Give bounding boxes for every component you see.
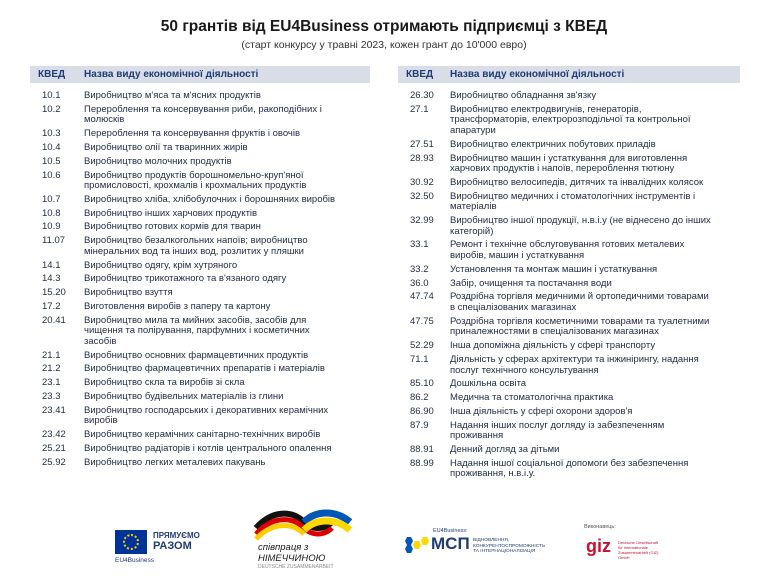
column-header-name: Назва виду економічної діяльності xyxy=(450,69,625,80)
table-row xyxy=(398,341,740,352)
kved-code: 21.2 xyxy=(42,363,61,375)
table-row xyxy=(398,459,740,480)
activity-name-line: Перероблення та консервування фруктів і овочів xyxy=(84,128,301,140)
kved-code: 71.1 xyxy=(410,353,429,365)
kved-code: 10.1 xyxy=(42,90,61,101)
table-row xyxy=(30,143,370,154)
activity-name xyxy=(84,274,370,285)
activity-name xyxy=(450,140,740,151)
table-row xyxy=(398,192,740,213)
activity-name-line: Виробництво олії та тваринних жирів xyxy=(84,141,248,153)
activity-name-line: Виробництво машин і устаткування для виготовлення xyxy=(450,152,688,164)
kved-table-right xyxy=(398,66,740,483)
kved-code: 20.41 xyxy=(42,314,66,326)
activity-name-line: Роздрібна торгівля косметичними товарами та туалетними xyxy=(450,315,710,327)
activity-name-line: Виробництво інших харчових продуктів xyxy=(84,207,258,219)
activity-name xyxy=(450,407,740,418)
activity-name xyxy=(84,378,370,389)
table-row xyxy=(30,406,370,427)
table-row xyxy=(398,292,740,313)
activity-name-line: Виробництво електричних побутових приладів xyxy=(450,138,656,150)
eu4business-label: EU4Business xyxy=(115,557,155,564)
table-row xyxy=(30,195,370,206)
activity-name-line: мінеральних вод та інших вод, розлитих у пляшки xyxy=(84,245,304,257)
giz-description: Deutsche Gesellschaft für Internationale Zusammenarbeit (GIZ) GmbH xyxy=(618,540,659,560)
page-subtitle: (старт конкурсу у травні 2023, кожен грант до 10'000 евро) xyxy=(241,39,527,51)
activity-name xyxy=(450,292,740,313)
kved-code: 47.75 xyxy=(410,315,434,327)
activity-name xyxy=(84,91,370,102)
kved-code: 52.29 xyxy=(410,340,434,352)
activity-name xyxy=(450,265,740,276)
activity-name-line: Виробництво велосипедів, дитячих та інвалідних колясок xyxy=(450,176,704,188)
activity-name xyxy=(84,171,370,192)
table-row xyxy=(398,91,740,102)
activity-name-line: в спеціалізованих магазинах xyxy=(450,301,577,313)
kved-code: 10.6 xyxy=(42,169,61,181)
activity-name-line: Виробництво будівельних матеріалів із глини xyxy=(84,391,284,403)
activity-name xyxy=(450,379,740,390)
activity-name-line: Виробництво мила та мийних засобів, засобів для xyxy=(84,314,307,326)
kved-code: 25.21 xyxy=(42,442,66,454)
kved-code: 10.2 xyxy=(42,103,61,115)
hexagon-cluster-icon xyxy=(403,537,429,553)
activity-name-line: Виробництво обладнання зв'язку xyxy=(450,90,597,101)
table-row xyxy=(30,129,370,140)
activity-name xyxy=(450,279,740,290)
activity-name xyxy=(450,192,740,213)
activity-name-line: Виробництво іншої продукції, н.в.і.у (не віднесено до інших xyxy=(450,215,711,227)
table-row xyxy=(398,407,740,418)
activity-name-line: Роздрібна торгівля медичними й ортопедичними товарами xyxy=(450,291,709,303)
activity-name-line: апаратури xyxy=(450,124,496,136)
header xyxy=(0,18,768,51)
activity-name xyxy=(84,143,370,154)
activity-name xyxy=(84,195,370,206)
activity-name-line: Виробництво радіаторів і котлів центрального опалення xyxy=(84,442,332,454)
activity-name xyxy=(450,355,740,376)
activity-name xyxy=(450,216,740,237)
activity-name-line: чищення та полірування, парфумних і косметичних xyxy=(84,325,310,337)
kved-code: 10.4 xyxy=(42,141,61,153)
activity-name xyxy=(84,302,370,313)
activity-name xyxy=(84,236,370,257)
table-row xyxy=(398,154,740,175)
msp-small-label: EU4Business: xyxy=(433,528,468,534)
giz-small-label: Виконавець: xyxy=(584,524,616,530)
activity-name xyxy=(450,445,740,456)
kved-code: 32.99 xyxy=(410,215,434,227)
table-row xyxy=(398,355,740,376)
table-row xyxy=(398,140,740,151)
table-row xyxy=(30,392,370,403)
kved-code: 21.1 xyxy=(42,349,61,361)
eu-flag-icon xyxy=(115,530,147,554)
table-row xyxy=(30,236,370,257)
activity-name-line: Виробництво електродвигунів, генераторів, xyxy=(450,103,642,115)
table-row xyxy=(30,351,370,362)
germany-line1: співпраця з xyxy=(258,542,309,553)
activity-name-line: молюсків xyxy=(84,114,125,126)
germany-cooperation-logo xyxy=(252,506,362,570)
activity-name xyxy=(450,105,740,137)
activity-name xyxy=(450,317,740,338)
table-row xyxy=(30,222,370,233)
column-header-code: КВЕД xyxy=(38,69,66,80)
activity-name-line: Виробництво готових кормів для тварин xyxy=(84,221,261,233)
activity-name-line: Діяльність у сферах архітектури та інжинірингу, надання xyxy=(450,353,699,365)
kved-code: 28.93 xyxy=(410,152,434,164)
page-title: 50 грантів від EU4Business отримають підприємці з КВЕД xyxy=(160,18,608,35)
table-row xyxy=(398,240,740,261)
kved-code: 10.8 xyxy=(42,207,61,219)
kved-code: 85.10 xyxy=(410,378,434,390)
kved-code: 47.74 xyxy=(410,291,434,303)
activity-name xyxy=(450,154,740,175)
table-row xyxy=(398,105,740,137)
table-row xyxy=(30,91,370,102)
activity-name-line: засобів xyxy=(84,335,117,347)
activity-name-line: виробів, машин і устаткування xyxy=(450,250,585,262)
kved-code: 87.9 xyxy=(410,419,429,431)
kved-code: 27.51 xyxy=(410,138,434,150)
activity-name-line: Надання іншої соціальної допомоги без забезпечення xyxy=(450,457,689,469)
table-row xyxy=(30,444,370,455)
activity-name-line: промисловості, крохмалів і крохмальних продуктів xyxy=(84,180,307,192)
table-header xyxy=(30,66,370,83)
table-row xyxy=(30,171,370,192)
activity-name xyxy=(84,288,370,299)
eu-slogan-line1: ПРЯМУЄМО xyxy=(153,531,200,540)
activity-name-line: Виробництво молочних продуктів xyxy=(84,155,232,167)
activity-name-line: Ремонт і технічне обслуговування готових металевих xyxy=(450,239,685,251)
activity-name-line: трансформаторів, електророзподільчої та контрольної xyxy=(450,114,691,126)
kved-code: 36.0 xyxy=(410,277,429,289)
table-row xyxy=(398,265,740,276)
activity-name-line: Виробництво основних фармацевтичних продуктів xyxy=(84,349,309,361)
kved-code: 14.1 xyxy=(42,259,61,271)
table-row xyxy=(398,393,740,404)
eu4business-logo xyxy=(115,530,200,564)
kved-code: 25.92 xyxy=(42,456,66,468)
activity-name-line: Виробництво взуття xyxy=(84,287,173,299)
activity-name-line: харчових продуктів і напоїв, перероблення тютюну xyxy=(450,163,675,175)
kved-code: 33.2 xyxy=(410,263,429,275)
activity-name-line: Денний догляд за дітьми xyxy=(450,444,560,455)
msp-description: ВІДНОВЛЕННЯ, КОНКУРЕНТОСПРОМОЖНІСТЬ ТА ІНТЕРНАЦІОНАЛІЗАЦІЯ xyxy=(473,538,546,555)
kved-table-left xyxy=(30,66,370,472)
kved-code: 23.3 xyxy=(42,391,61,403)
activity-name-line: Виробництво продуктів борошномельно-круп'яної xyxy=(84,169,304,181)
activity-name-line: Виробництво керамічних санітарно-технічних виробів xyxy=(84,429,321,441)
table-row xyxy=(30,316,370,348)
activity-name-line: Виготовлення виробів з паперу та картону xyxy=(84,300,271,312)
activity-name-line: Виробництво одягу, крім хутряного xyxy=(84,259,238,271)
table-row xyxy=(30,458,370,469)
table-row xyxy=(30,302,370,313)
activity-name-line: Перероблення та консервування риби, ракоподібних і xyxy=(84,103,322,115)
footer-logos xyxy=(0,500,768,576)
activity-name-line: Надання інших послуг догляду із забезпеченням xyxy=(450,419,665,431)
activity-name-line: матеріалів xyxy=(450,201,497,213)
activity-name xyxy=(84,430,370,441)
table-row xyxy=(398,216,740,237)
kved-code: 10.9 xyxy=(42,221,61,233)
kved-code: 26.30 xyxy=(410,90,434,101)
table-row xyxy=(30,157,370,168)
activity-name-line: Виробництво трикотажного та в'язаного одягу xyxy=(84,273,287,285)
kved-code: 27.1 xyxy=(410,103,429,115)
kved-code: 17.2 xyxy=(42,300,61,312)
activity-name xyxy=(450,421,740,442)
kved-code: 23.1 xyxy=(42,377,61,389)
kved-code: 30.92 xyxy=(410,176,434,188)
table-row xyxy=(398,279,740,290)
table-row xyxy=(30,430,370,441)
activity-name xyxy=(450,393,740,404)
table-row xyxy=(30,209,370,220)
kved-code: 10.5 xyxy=(42,155,61,167)
table-row xyxy=(30,105,370,126)
activity-name xyxy=(450,178,740,189)
table-rows xyxy=(30,91,370,468)
activity-name-line: категорій) xyxy=(450,225,494,237)
column-header-code: КВЕД xyxy=(406,69,434,80)
msp-logo xyxy=(403,528,553,568)
activity-name xyxy=(84,392,370,403)
table-row xyxy=(398,178,740,189)
activity-name-line: проживання, н.в.і.у. xyxy=(450,468,536,480)
activity-name xyxy=(84,444,370,455)
activity-name-line: Установлення та монтаж машин і устаткування xyxy=(450,263,658,275)
activity-name xyxy=(84,351,370,362)
activity-name-line: проживання xyxy=(450,430,504,442)
activity-name-line: Медична та стоматологічна практика xyxy=(450,392,614,404)
kved-code: 10.7 xyxy=(42,193,61,205)
activity-name xyxy=(84,406,370,427)
activity-name xyxy=(450,91,740,102)
activity-name-line: Виробництво безалкогольних напоїв; виробництво xyxy=(84,235,308,247)
kved-code: 10.3 xyxy=(42,128,61,140)
kved-code: 32.50 xyxy=(410,190,434,202)
activity-name xyxy=(84,222,370,233)
column-header-name: Назва виду економічної діяльності xyxy=(84,69,259,80)
activity-name-line: Виробництво фармацевтичних препаратів і матеріалів xyxy=(84,363,325,375)
activity-name-line: виробів xyxy=(84,415,118,427)
kved-code: 23.41 xyxy=(42,404,66,416)
activity-name-line: Забір, очищення та постачання води xyxy=(450,277,612,289)
activity-name-line: Виробництво скла та виробів зі скла xyxy=(84,377,245,389)
table-row xyxy=(30,261,370,272)
activity-name-line: Виробництво хліба, хлібобулочних і борошняних виробів xyxy=(84,193,336,205)
table-row xyxy=(30,288,370,299)
kved-code: 15.20 xyxy=(42,287,66,299)
activity-name xyxy=(84,458,370,469)
table-row xyxy=(398,421,740,442)
giz-logo xyxy=(584,524,664,564)
activity-name xyxy=(84,105,370,126)
activity-name-line: приналежностями в спеціалізованих магазинах xyxy=(450,326,659,338)
activity-name-line: Дошкільна освіта xyxy=(450,378,527,390)
activity-name-line: Виробництво медичних і стоматологічних інструментів і xyxy=(450,190,696,202)
activity-name xyxy=(450,459,740,480)
activity-name xyxy=(84,364,370,375)
activity-name-line: послуг технічного консультування xyxy=(450,364,599,376)
kved-code: 88.99 xyxy=(410,457,434,469)
kved-code: 14.3 xyxy=(42,273,61,285)
table-row xyxy=(398,317,740,338)
activity-name xyxy=(84,316,370,348)
activity-name xyxy=(84,129,370,140)
kved-code: 86.90 xyxy=(410,405,434,417)
activity-name xyxy=(84,209,370,220)
activity-name xyxy=(450,240,740,261)
activity-name-line: Виробництво господарських і декоративних керамічних xyxy=(84,404,329,416)
activity-name xyxy=(84,157,370,168)
germany-line2: НІМЕЧЧИНОЮ xyxy=(258,553,326,564)
activity-name xyxy=(84,261,370,272)
kved-code: 23.42 xyxy=(42,429,66,441)
table-row xyxy=(30,274,370,285)
table-row xyxy=(398,379,740,390)
germany-line3: DEUTSCHE ZUSAMMENARBEIT xyxy=(258,564,334,570)
kved-code: 86.2 xyxy=(410,392,429,404)
giz-mark: giz xyxy=(586,536,611,556)
table-row xyxy=(398,445,740,456)
kved-code: 88.91 xyxy=(410,444,434,455)
activity-name xyxy=(450,341,740,352)
kved-code: 33.1 xyxy=(410,239,429,251)
msp-mark: МСП xyxy=(431,534,470,553)
activity-name-line: Виробництво легких металевих пакувань xyxy=(84,456,266,468)
activity-name-line: Інша допоміжна діяльність у сфері транспорту xyxy=(450,340,656,352)
activity-name-line: Інша діяльність у сфері охорони здоров'я xyxy=(450,405,633,417)
table-row xyxy=(30,378,370,389)
flag-wave-icon xyxy=(252,506,352,540)
table-header xyxy=(398,66,740,83)
activity-name-line: Виробництво м'яса та м'ясних продуктів xyxy=(84,90,261,101)
kved-code: 11.07 xyxy=(42,235,66,247)
eu-slogan-line2: РАЗОМ xyxy=(153,540,192,552)
table-rows xyxy=(398,91,740,480)
table-row xyxy=(30,364,370,375)
